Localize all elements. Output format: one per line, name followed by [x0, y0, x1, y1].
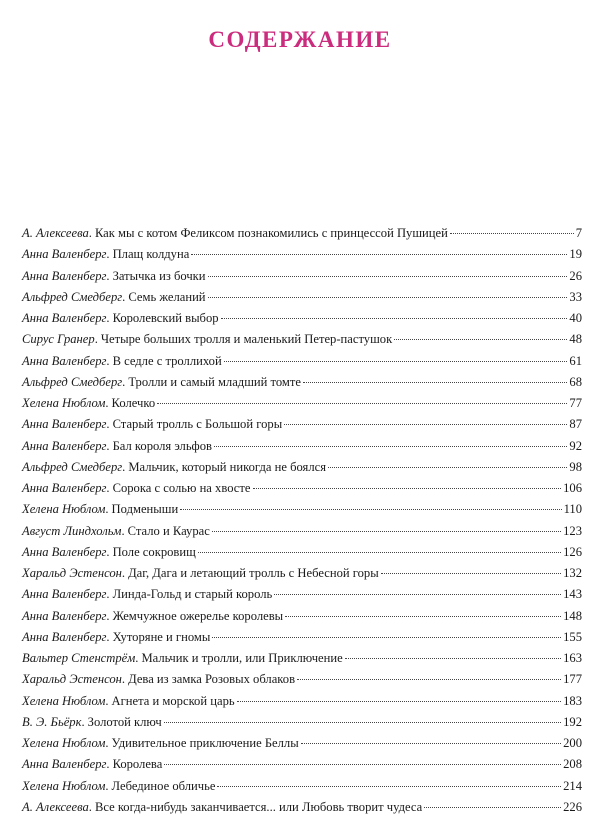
dot-leader: [237, 701, 562, 702]
entry-page-number: 177: [563, 672, 582, 687]
entry-author: В. Э. Бьёрк: [22, 714, 82, 729]
entry-page-number: 61: [569, 353, 582, 368]
toc-entry: [22, 563, 582, 584]
entry-author: А. Алексеева: [22, 799, 89, 814]
dot-leader: [303, 382, 567, 383]
entry-title: Лебединое обличье: [111, 778, 216, 793]
entry-title: Плащ колдуна: [112, 247, 190, 262]
entry-author: Анна Валенберг: [22, 417, 107, 432]
dot-leader: [285, 616, 561, 617]
dot-leader: [208, 297, 568, 298]
entry-page-number: 214: [563, 778, 582, 793]
dot-leader: [394, 339, 567, 340]
entry-author: Анна Валенберг: [22, 608, 107, 623]
entry-author: Анна Валенберг: [22, 587, 107, 602]
entry-title: Подменыши: [111, 502, 179, 517]
entry-page-number: 77: [569, 396, 582, 410]
author-separator: .: [88, 799, 92, 814]
table-of-contents: [22, 223, 582, 818]
author-separator: .: [122, 459, 126, 474]
entry-author: Сирус Гранер: [22, 332, 95, 347]
author-separator: .: [105, 502, 109, 517]
entry-author: Хелена Нюблом: [22, 778, 106, 793]
entry-author: Август Линдхольм: [22, 523, 122, 538]
entry-page-number: 200: [563, 736, 582, 750]
toc-entry: [22, 712, 582, 733]
toc-entry: [22, 584, 582, 605]
entry-title: Старый тролль с Большой горы: [112, 417, 283, 432]
entry-title: Золотой ключ: [87, 714, 162, 729]
dot-leader: [164, 722, 561, 723]
author-separator: .: [105, 778, 109, 793]
entry-page-number: 208: [563, 757, 582, 772]
entry-title: Поле сокровищ: [112, 544, 196, 559]
author-separator: .: [106, 629, 110, 644]
entry-page-number: 7: [575, 226, 582, 240]
entry-author: Хелена Нюблом: [22, 396, 106, 410]
dot-leader: [224, 361, 568, 362]
entry-title: Линда-Гольд и старый король: [112, 587, 273, 602]
entry-title: Колечко: [111, 396, 156, 410]
toc-entry: [22, 244, 582, 265]
toc-entry: [22, 669, 582, 690]
author-separator: .: [106, 757, 110, 772]
entry-title: Стало и Каурас: [127, 523, 210, 538]
page-title: СОДЕРЖАНИЕ: [208, 27, 392, 53]
entry-title: Четыре больших тролля и маленький Петер-пастушок: [100, 332, 393, 347]
toc-entry: [22, 351, 582, 372]
author-separator: .: [106, 544, 110, 559]
dot-leader: [214, 446, 567, 447]
dot-leader: [301, 743, 561, 744]
entry-page-number: 143: [563, 587, 582, 602]
dot-leader: [221, 318, 568, 319]
dot-leader: [180, 509, 561, 510]
dot-leader: [212, 531, 561, 532]
entry-author: Анна Валенберг: [22, 629, 107, 644]
entry-author: Анна Валенберг: [22, 353, 107, 368]
entry-author: Вальтер Стенстрём: [22, 651, 136, 665]
author-separator: .: [106, 608, 110, 623]
toc-entry: [22, 521, 582, 542]
entry-title: Королевский выбор: [112, 311, 219, 325]
author-separator: .: [105, 396, 109, 410]
entry-author: Анна Валенберг: [22, 757, 107, 772]
entry-title: Хуторяне и гномы: [112, 629, 211, 644]
dot-leader: [345, 658, 561, 659]
entry-author: Анна Валенберг: [22, 481, 107, 495]
toc-entry: [22, 797, 582, 818]
entry-title: Королева: [112, 757, 163, 772]
author-separator: .: [121, 523, 125, 538]
author-separator: .: [106, 481, 110, 495]
entry-author: Альфред Смедберг: [22, 459, 123, 474]
entry-page-number: 87: [569, 417, 582, 432]
dot-leader: [424, 807, 561, 808]
dot-leader: [212, 637, 561, 638]
entry-page-number: 163: [563, 651, 582, 665]
toc-entry: [22, 733, 582, 754]
entry-author: Анна Валенберг: [22, 438, 107, 453]
dot-leader: [164, 764, 561, 765]
dot-leader: [198, 552, 561, 553]
toc-entry: [22, 287, 582, 308]
entry-author: А. Алексеева: [22, 226, 89, 240]
dot-leader: [328, 467, 567, 468]
toc-entry: [22, 776, 582, 797]
entry-page-number: 226: [563, 799, 582, 814]
entry-author: Хелена Нюблом: [22, 502, 106, 517]
author-separator: .: [106, 268, 110, 283]
entry-page-number: 40: [569, 311, 582, 325]
dot-leader: [274, 594, 561, 595]
author-separator: .: [105, 693, 109, 708]
entry-author: Хелена Нюблом: [22, 736, 106, 750]
entry-title: Мальчик, который никогда не боялся: [128, 459, 327, 474]
entry-page-number: 148: [563, 608, 582, 623]
toc-entry: [22, 436, 582, 457]
toc-entry: [22, 308, 582, 329]
entry-page-number: 126: [563, 544, 582, 559]
entry-title: Тролли и самый младший томте: [128, 374, 301, 389]
toc-entry: [22, 691, 582, 712]
entry-page-number: 98: [569, 459, 582, 474]
author-separator: .: [88, 226, 92, 240]
author-separator: .: [106, 438, 110, 453]
author-separator: .: [81, 714, 85, 729]
dot-leader: [253, 488, 562, 489]
entry-page-number: 183: [563, 693, 582, 708]
entry-title: Затычка из бочки: [112, 268, 206, 283]
dot-leader: [217, 786, 561, 787]
entry-page-number: 132: [563, 566, 582, 580]
toc-entry: [22, 266, 582, 287]
entry-title: Жемчужное ожерелье королевы: [112, 608, 284, 623]
author-separator: .: [121, 672, 126, 687]
entry-author: Харальд Эстенсон: [22, 566, 122, 580]
dot-leader: [284, 424, 567, 425]
toc-entry: [22, 478, 582, 499]
entry-title: В седле с троллихой: [112, 353, 222, 368]
author-separator: .: [122, 289, 126, 304]
entry-title: Семь желаний: [128, 289, 206, 304]
author-separator: .: [121, 566, 126, 580]
entry-page-number: 192: [563, 714, 582, 729]
entry-title: Удивительное приключение Беллы: [111, 736, 299, 750]
entry-title: Как мы с котом Феликсом познакомились с принцессой Пушицей: [94, 226, 448, 240]
entry-page-number: 26: [569, 268, 582, 283]
dot-leader: [191, 254, 567, 255]
author-separator: .: [106, 247, 110, 262]
entry-page-number: 110: [563, 502, 582, 517]
entry-page-number: 48: [569, 332, 582, 347]
toc-entry: [22, 393, 582, 414]
toc-entry: [22, 542, 582, 563]
entry-title: Агнета и морской царь: [111, 693, 235, 708]
author-separator: .: [122, 374, 126, 389]
toc-entry: [22, 606, 582, 627]
dot-leader: [450, 233, 574, 234]
entry-author: Анна Валенберг: [22, 268, 107, 283]
entry-page-number: 106: [563, 481, 582, 495]
entry-author: Анна Валенберг: [22, 544, 107, 559]
toc-entry: [22, 499, 582, 520]
toc-entry: [22, 457, 582, 478]
dot-leader: [297, 679, 561, 680]
entry-author: Альфред Смедберг: [22, 374, 123, 389]
toc-entry: [22, 414, 582, 435]
toc-entry: [22, 329, 582, 350]
entry-title: Все когда-нибудь заканчивается... или Любовь творит чудеса: [94, 799, 423, 814]
entry-page-number: 123: [563, 523, 582, 538]
author-separator: .: [106, 311, 110, 325]
author-separator: .: [106, 353, 110, 368]
author-separator: .: [135, 651, 139, 665]
entry-author: Хелена Нюблом: [22, 693, 106, 708]
entry-page-number: 33: [569, 289, 582, 304]
author-separator: .: [106, 587, 110, 602]
entry-author: Анна Валенберг: [22, 311, 107, 325]
entry-page-number: 68: [569, 374, 582, 389]
dot-leader: [381, 573, 561, 574]
toc-entry: [22, 648, 582, 669]
author-separator: .: [106, 417, 110, 432]
entry-title: Мальчик и тролли, или Приключение: [141, 651, 343, 665]
entry-title: Бал короля эльфов: [112, 438, 212, 453]
entry-title: Даг, Дага и летающий тролль с Небесной горы: [128, 566, 379, 580]
author-separator: .: [94, 332, 98, 347]
dot-leader: [157, 403, 567, 404]
toc-entry: [22, 627, 582, 648]
entry-page-number: 19: [569, 247, 582, 262]
entry-author: Альфред Смедберг: [22, 289, 123, 304]
toc-entry: [22, 372, 582, 393]
author-separator: .: [105, 736, 109, 750]
toc-entry: [22, 754, 582, 775]
entry-title: Сорока с солью на хвосте: [112, 481, 251, 495]
entry-author: Анна Валенберг: [22, 247, 107, 262]
entry-author: Харальд Эстенсон: [22, 672, 122, 687]
entry-page-number: 155: [563, 629, 582, 644]
entry-title: Дева из замка Розовых облаков: [128, 672, 296, 687]
entry-page-number: 92: [569, 438, 582, 453]
dot-leader: [208, 276, 568, 277]
toc-entry: [22, 223, 582, 244]
